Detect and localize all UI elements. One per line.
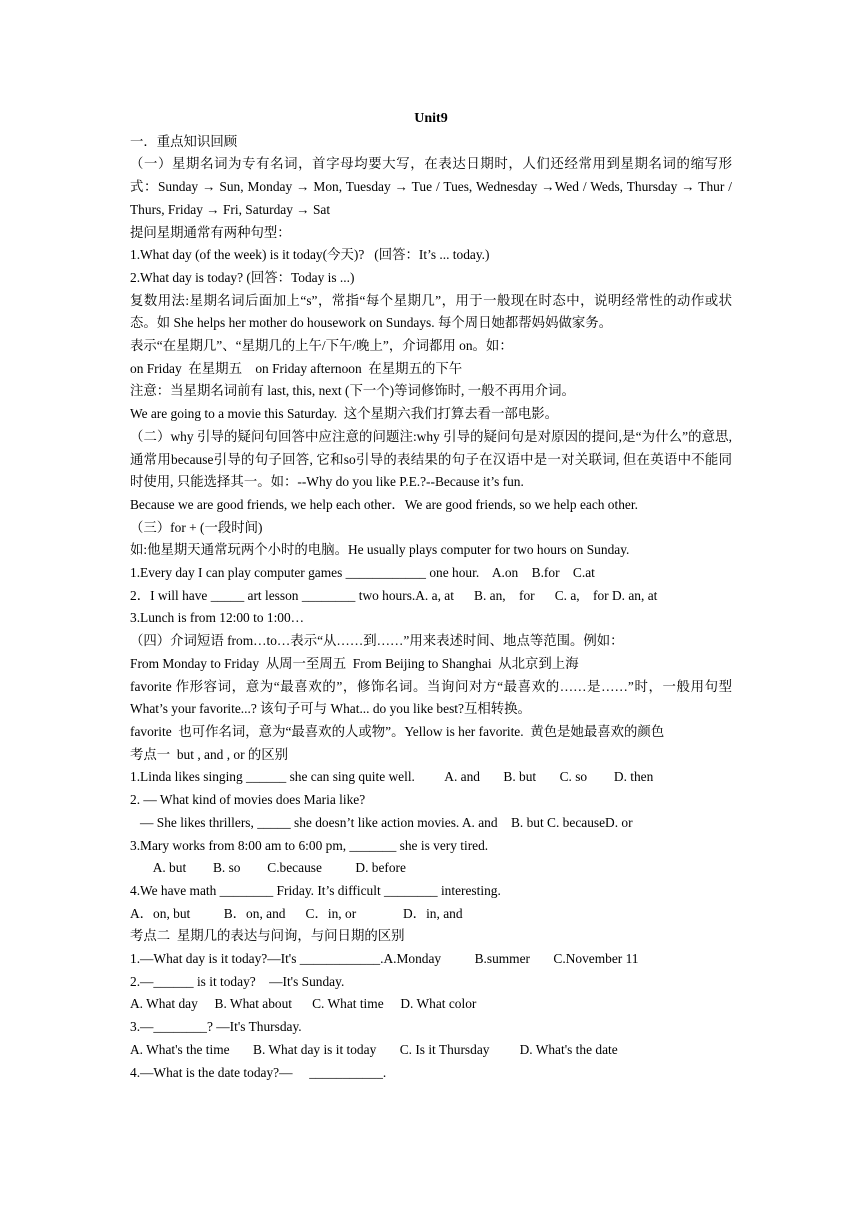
text-line: From Monday to Friday 从周一至周五 From Beijing to Shanghai 从北京到上海 [130, 655, 579, 671]
text-line: A. but B. so C.because D. before [130, 860, 406, 876]
document-title: Unit9 [414, 111, 448, 126]
text-line: 2．I will have _____ art lesson ________ two hours.A. a, at B. an, for C. a, for D. an, at [130, 587, 658, 603]
text-line: （三）for + (一段时间) [130, 519, 263, 535]
text-line: （四）介词短语 from…to…表示“从……到……”用来表述时间、地点等范围。例如： [130, 633, 624, 649]
text-line: 1.Linda likes singing ______ she can sing quite well. A. and B. but C. so D. then [130, 769, 654, 785]
document-body [130, 131, 732, 1085]
text-line: 3.Lunch is from 12:00 to 1:00… [130, 610, 305, 626]
text-line: 4.—What is the date today?— ___________. [130, 1064, 387, 1080]
text-line: 2.—______ is it today? —It's Sunday. [130, 973, 345, 989]
text-line: favorite 也可作名词，意为“最喜欢的人或物”。Yellow is her favorite. 黄色是她最喜欢的颜色 [130, 723, 665, 739]
text-line: 3.Mary works from 8:00 am to 6:00 pm, _______ she is very tired. [130, 837, 489, 853]
text-line: 1.—What day is it today?—It's ____________.A.Monday B.summer C.November 11 [130, 951, 639, 967]
text-line: 2.What day is today? (回答：Today is ...) [130, 269, 355, 285]
text-line: 考点一 but , and , or 的区别 [130, 746, 289, 762]
document-page [130, 108, 732, 1084]
text-line: — She likes thrillers, _____ she doesn’t like action movies. A. and B. but C. becauseD. or [130, 814, 633, 830]
text-line: favorite 作形容词，意为“最喜欢的”，修饰名词。当询问对方“最喜欢的……是……”时，一般用句型 What’s your favorite...? 该句子可与 What... do you like best?互相转换。 [130, 678, 732, 717]
text-line: 提问星期通常有两种句型： [130, 224, 291, 240]
text-line: A. What day B. What about C. What time D. What color [130, 996, 477, 1012]
text-line: 如:他星期天通常玩两个小时的电脑。He usually plays computer for two hours on Sunday. [130, 542, 630, 558]
text-line: Because we are good friends, we help each other．We are good friends, so we help each other. [130, 496, 638, 512]
text-line: A. What's the time B. What day is it today C. Is it Thursday D. What's the date [130, 1041, 618, 1057]
text-line: A．on, but B．on, and C．in, or D．in, and [130, 905, 463, 921]
text-line: 2. — What kind of movies does Maria like? [130, 792, 366, 808]
text-line: （二）why 引导的疑问句回答中应注意的问题注:why 引导的疑问句是对原因的提问,是“为什么”的意思, 通常用because引导的句子回答, 它和so引导的表结果的句子在汉语中是一对关联词, 但在英语中不能同时使用, 只能选择其一。如：--Why do you like P.E.?--Because it’s fun. [130, 428, 732, 490]
text-line: （一）星期名词为专有名词，首字母均要大写，在表达日期时，人们还经常用到星期名词的缩写形式：Sunday → Sun, Monday → Mon, Tuesday → Tue / Tues, Wednesday →Wed / Weds, Thursday → Thur / Thurs, Friday → Fri, Saturday → Sat [130, 156, 732, 217]
text-line: on Friday 在星期五 on Friday afternoon 在星期五的下午 [130, 360, 463, 376]
text-line: 1.Every day I can play computer games ____________ one hour. A.on B.for C.at [130, 565, 595, 581]
text-line: 考点二 星期几的表达与问询，与问日期的区别 [130, 928, 405, 944]
text-line: 1.What day (of the week) is it today(今天)? (回答：It’s ... today.) [130, 247, 490, 263]
text-line: We are going to a movie this Saturday. 这个星期六我们打算去看一部电影。 [130, 406, 558, 422]
text-line: 复数用法:星期名词后面加上“s”，常指“每个星期几”，用于一般现在时态中，说明经常性的动作或状态。如 She helps her mother do housework on Sundays. 每个周日她都帮妈妈做家务。 [130, 292, 732, 331]
text-line: 一．重点知识回顾 [130, 133, 238, 149]
text-line: 3.—________? —It's Thursday. [130, 1019, 302, 1035]
text-line: 4.We have math ________ Friday. It’s difficult ________ interesting. [130, 882, 501, 898]
text-line: 表示“在星期几”、“星期几的上午/下午/晚上”，介词都用 on。如： [130, 338, 513, 354]
text-line: 注意：当星期名词前有 last, this, next (下一个)等词修饰时, 一般不再用介词。 [130, 383, 575, 399]
